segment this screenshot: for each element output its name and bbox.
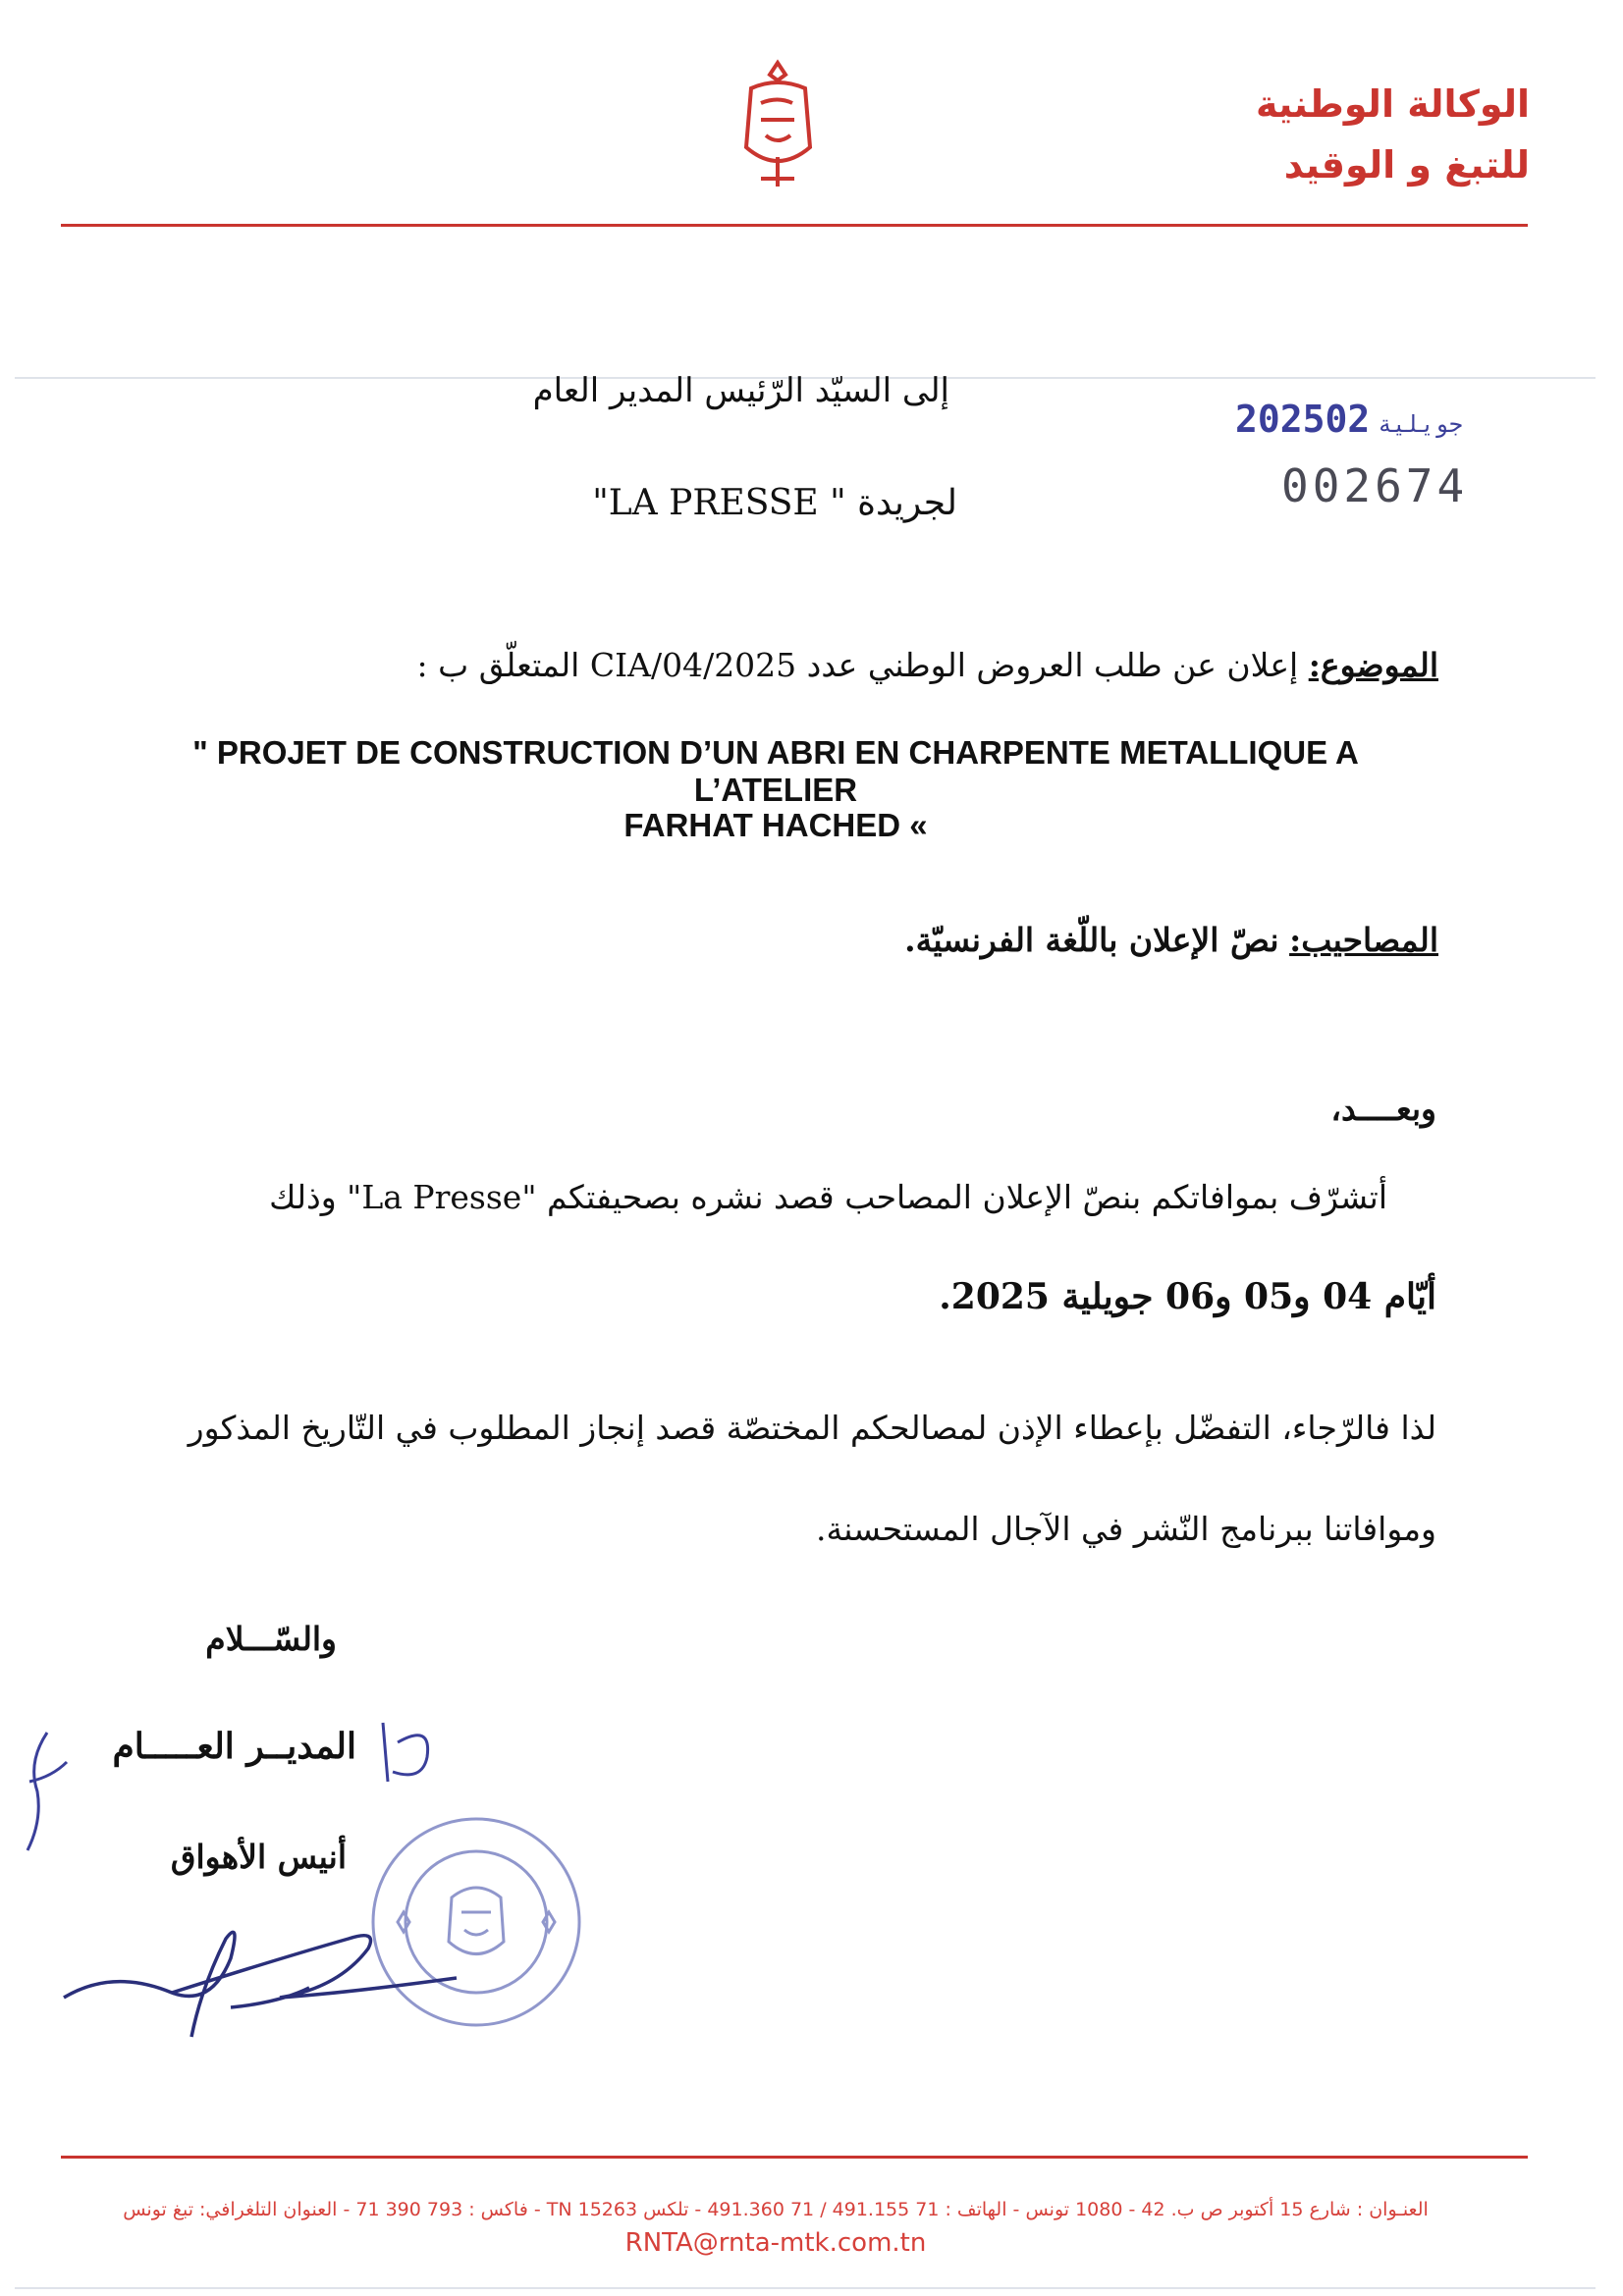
- attachments-line: [904, 921, 1438, 959]
- recipient-line2: لجريدة " LA PRESSE": [592, 483, 957, 523]
- stamp-year: 2025: [1235, 398, 1325, 441]
- reception-number-stamp: 002674: [1281, 459, 1469, 512]
- signature-icon: [54, 1899, 466, 2047]
- stamp-day: 02: [1325, 398, 1371, 441]
- footer-address: العنـوان : شارع 15 أكتوبر ص ب. 42 - 1080 تونس - الهاتف : 71 491.155 / 71 491.360 - تلكس 15263 TN - فاكس : 793 390 71 - العنوان التلغرافي: تبغ تونس: [123, 2199, 1429, 2220]
- agency-name-line2: للتبغ و الوقيد: [1283, 143, 1530, 187]
- paragraph1-line2: أيّام 04 و05 و06 جويلية 2025.: [939, 1276, 1436, 1317]
- salutation: والسّـــلام: [205, 1620, 337, 1658]
- subject-line: [417, 646, 1438, 684]
- attachments-label: المصاحيب:: [1289, 921, 1438, 959]
- handwritten-initial-icon: [8, 1723, 77, 1860]
- footer-scan-line: [15, 2287, 1596, 2289]
- recipient-line1: إلى السيّد الرّئيس المدير العام: [532, 371, 949, 410]
- reception-date-stamp: [1235, 398, 1471, 441]
- paragraph2-line1: لذا فالرّجاء، التفضّل بإعطاء الإذن لمصالحكم المختصّة قصد إنجاز المطلوب في التّاريخ المذكور: [188, 1409, 1436, 1447]
- project-title-line1: " PROJET DE CONSTRUCTION D’UN ABRI EN CHARPENTE METALLIQUE A L’ATELIER: [192, 734, 1359, 808]
- handwritten-mark-icon: [373, 1713, 452, 1791]
- paragraph2-line2: وموافاتنا ببرنامج النّشر في الآجال المستحسنة.: [816, 1510, 1436, 1548]
- footer-divider: [61, 2156, 1528, 2159]
- footer-email: RNTA@rnta-mtk.com.tn: [624, 2228, 927, 2258]
- subject-text: إعلان عن طلب العروض الوطني عدد 2025/CIA/04 المتعلّق ب :: [416, 646, 1299, 684]
- opening: وبعــــد،: [1330, 1090, 1436, 1128]
- stamp-month: جويلية: [1378, 410, 1463, 438]
- signatory-title: المديــر العـــــام: [112, 1726, 356, 1767]
- agency-logo-icon: [731, 59, 825, 191]
- header-divider: [61, 224, 1528, 227]
- agency-name: [1256, 74, 1530, 195]
- attachments-text: نصّ الإعلان باللّغة الفرنسيّة.: [904, 921, 1279, 959]
- signatory-name: أنيس الأهواق: [170, 1838, 347, 1876]
- paragraph1-line1: أتشرّف بموافاتكم بنصّ الإعلان المصاحب قصد نشره بصحيفتكم "La Presse" وذلك: [269, 1178, 1387, 1216]
- subject-label: الموضوع:: [1308, 646, 1438, 684]
- agency-name-line1: الوكالة الوطنية: [1255, 82, 1530, 126]
- project-title-line2: FARHAT HACHED «: [623, 807, 928, 843]
